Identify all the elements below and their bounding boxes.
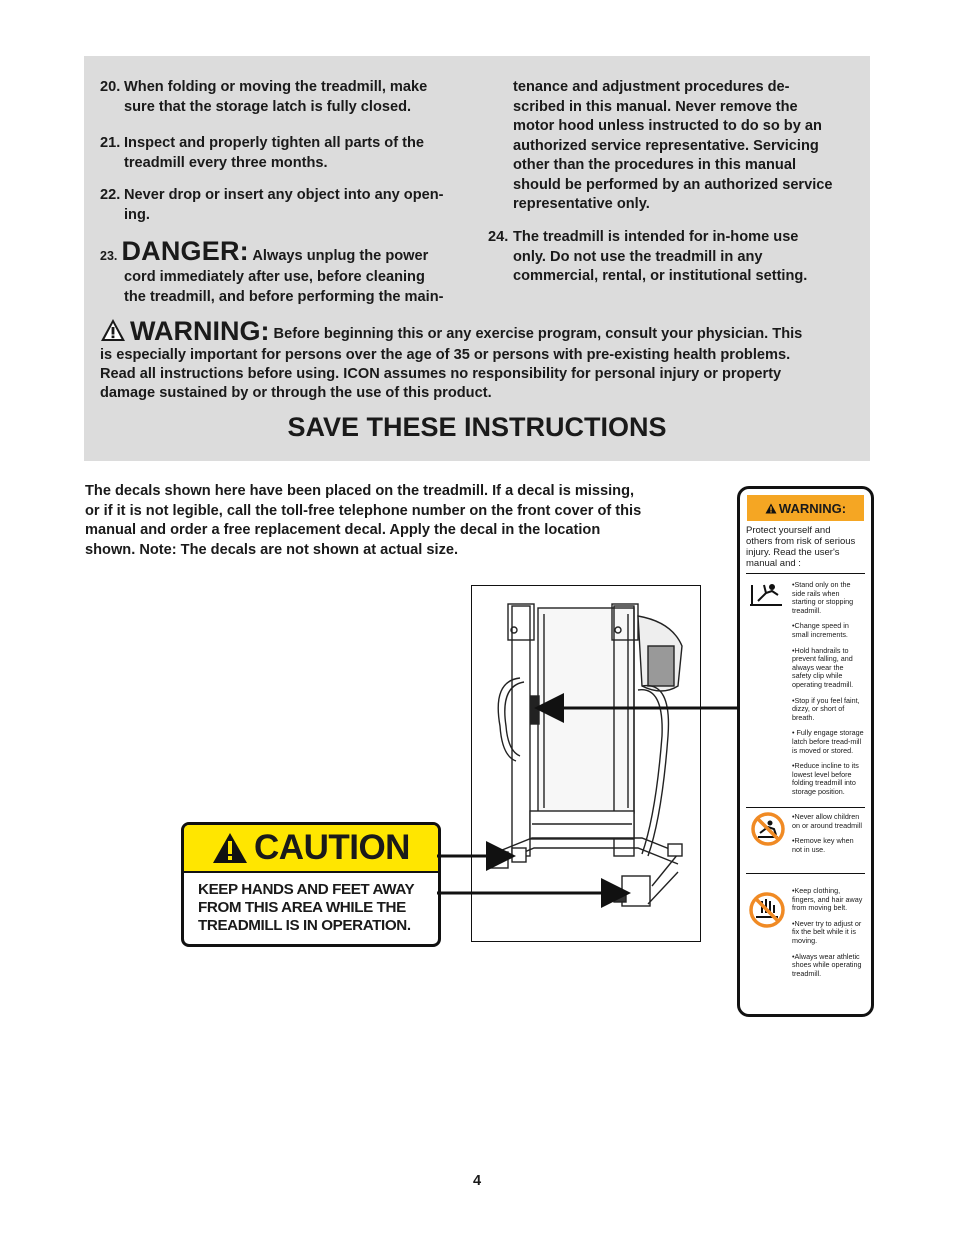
decal-intro-line: or if it is not legible, call the toll-free telephone number on the front cover of this (85, 502, 642, 519)
item-line: The treadmill is intended for in-home use (513, 229, 799, 245)
decal-intro-line: The decals shown here have been placed on the treadmill. If a decal is missing, (85, 483, 635, 499)
item-line: representative only. (513, 196, 650, 212)
item-line: Always unplug the power (252, 248, 429, 264)
item-number: 22. (100, 187, 121, 203)
danger-label: DANGER: (121, 236, 249, 266)
caution-line: FROM THIS AREA WHILE THE (198, 899, 406, 916)
item-number: 23. (100, 249, 118, 263)
page-number: 4 (472, 1173, 482, 1189)
decal-bullet: •Change speed in small increments. (792, 621, 849, 639)
item-line: When folding or moving the treadmill, make (124, 79, 428, 95)
warning-label: WARNING: (130, 316, 270, 346)
warning-line: is especially important for persons over the age of 35 or persons with pre-existing health problems. (100, 347, 791, 363)
warning-decal-title: WARNING: (778, 500, 847, 516)
intro-line: manual and : (746, 558, 801, 569)
item-line: should be performed by an authorized service (513, 176, 833, 193)
decal-intro-line: shown. Note: The decals are not shown at actual size. (85, 541, 459, 558)
item-line: other than the procedures in this manual (513, 157, 796, 173)
caution-title: CAUTION (254, 828, 410, 867)
decal-bullet: •Stop if you feel faint, dizzy, or short of breath. (792, 695, 860, 722)
decal-bullet: •Never try to adjust or fix the belt while it is moving. (792, 918, 862, 945)
decal-bullet: •Remove key when not in use. (792, 836, 854, 854)
decal-bullet: •Reduce incline to its lowest level before folding treadmill into storage position. (792, 761, 859, 796)
item-line: Never drop or insert any object into any open- (124, 187, 444, 203)
item-line: sure that the storage latch is fully closed. (124, 98, 412, 115)
item-line: the treadmill, and before performing the main- (124, 288, 444, 305)
decal-bullet: •Never allow children on or around treadmill (792, 812, 862, 830)
item-line: cord immediately after use, before cleaning (124, 269, 425, 285)
intro-line: others from risk of serious (746, 536, 856, 547)
decal-bullet: •Keep clothing, fingers, and hair away from moving belt. (792, 886, 863, 913)
item-number: 24. (488, 229, 509, 245)
decal-intro-line: manual and order a free replacement decal. Apply the decal in the location (85, 522, 601, 538)
item-line: Inspect and properly tighten all parts of the (124, 135, 425, 151)
decal-bullet: •Always wear athletic shoes while operating treadmill. (792, 951, 862, 978)
decal-bullet: •Stand only on the side rails when starting or stopping treadmill. (792, 580, 854, 615)
warning-line: Read all instructions before using. ICON assumes no responsibility for personal injury or property (100, 366, 782, 382)
caution-line: TREADMILL IS IN OPERATION. (198, 917, 411, 934)
warning-line: Before beginning this or any exercise program, consult your physician. This (273, 326, 803, 342)
item-line: only. Do not use the treadmill in any (513, 248, 763, 265)
item-line: ing. (124, 206, 150, 223)
decal-bullet: • Fully engage storage latch before tread-mill is moved or stored. (792, 728, 864, 755)
warning-line: damage sustained by or through the use of this product. (100, 385, 492, 401)
item-line: treadmill every three months. (124, 154, 328, 171)
item-number: 21. (100, 135, 121, 151)
item-line: authorized service representative. Servicing (513, 137, 819, 154)
item-line: tenance and adjustment procedures de- (513, 79, 790, 95)
item-line: motor hood unless instructed to do so by an (513, 118, 822, 134)
decal-bullet: •Hold handrails to prevent falling, and always wear the safety clip while operating treadmill. (792, 645, 854, 689)
item-line: commercial, rental, or institutional setting. (513, 268, 808, 284)
intro-line: injury. Read the user's (746, 547, 840, 558)
save-instructions-title: SAVE THESE INSTRUCTIONS (287, 412, 667, 442)
intro-line: Protect yourself and (746, 525, 831, 536)
item-number: 20. (100, 79, 121, 95)
caution-line: KEEP HANDS AND FEET AWAY (198, 881, 415, 898)
item-line: scribed in this manual. Never remove the (513, 98, 798, 115)
